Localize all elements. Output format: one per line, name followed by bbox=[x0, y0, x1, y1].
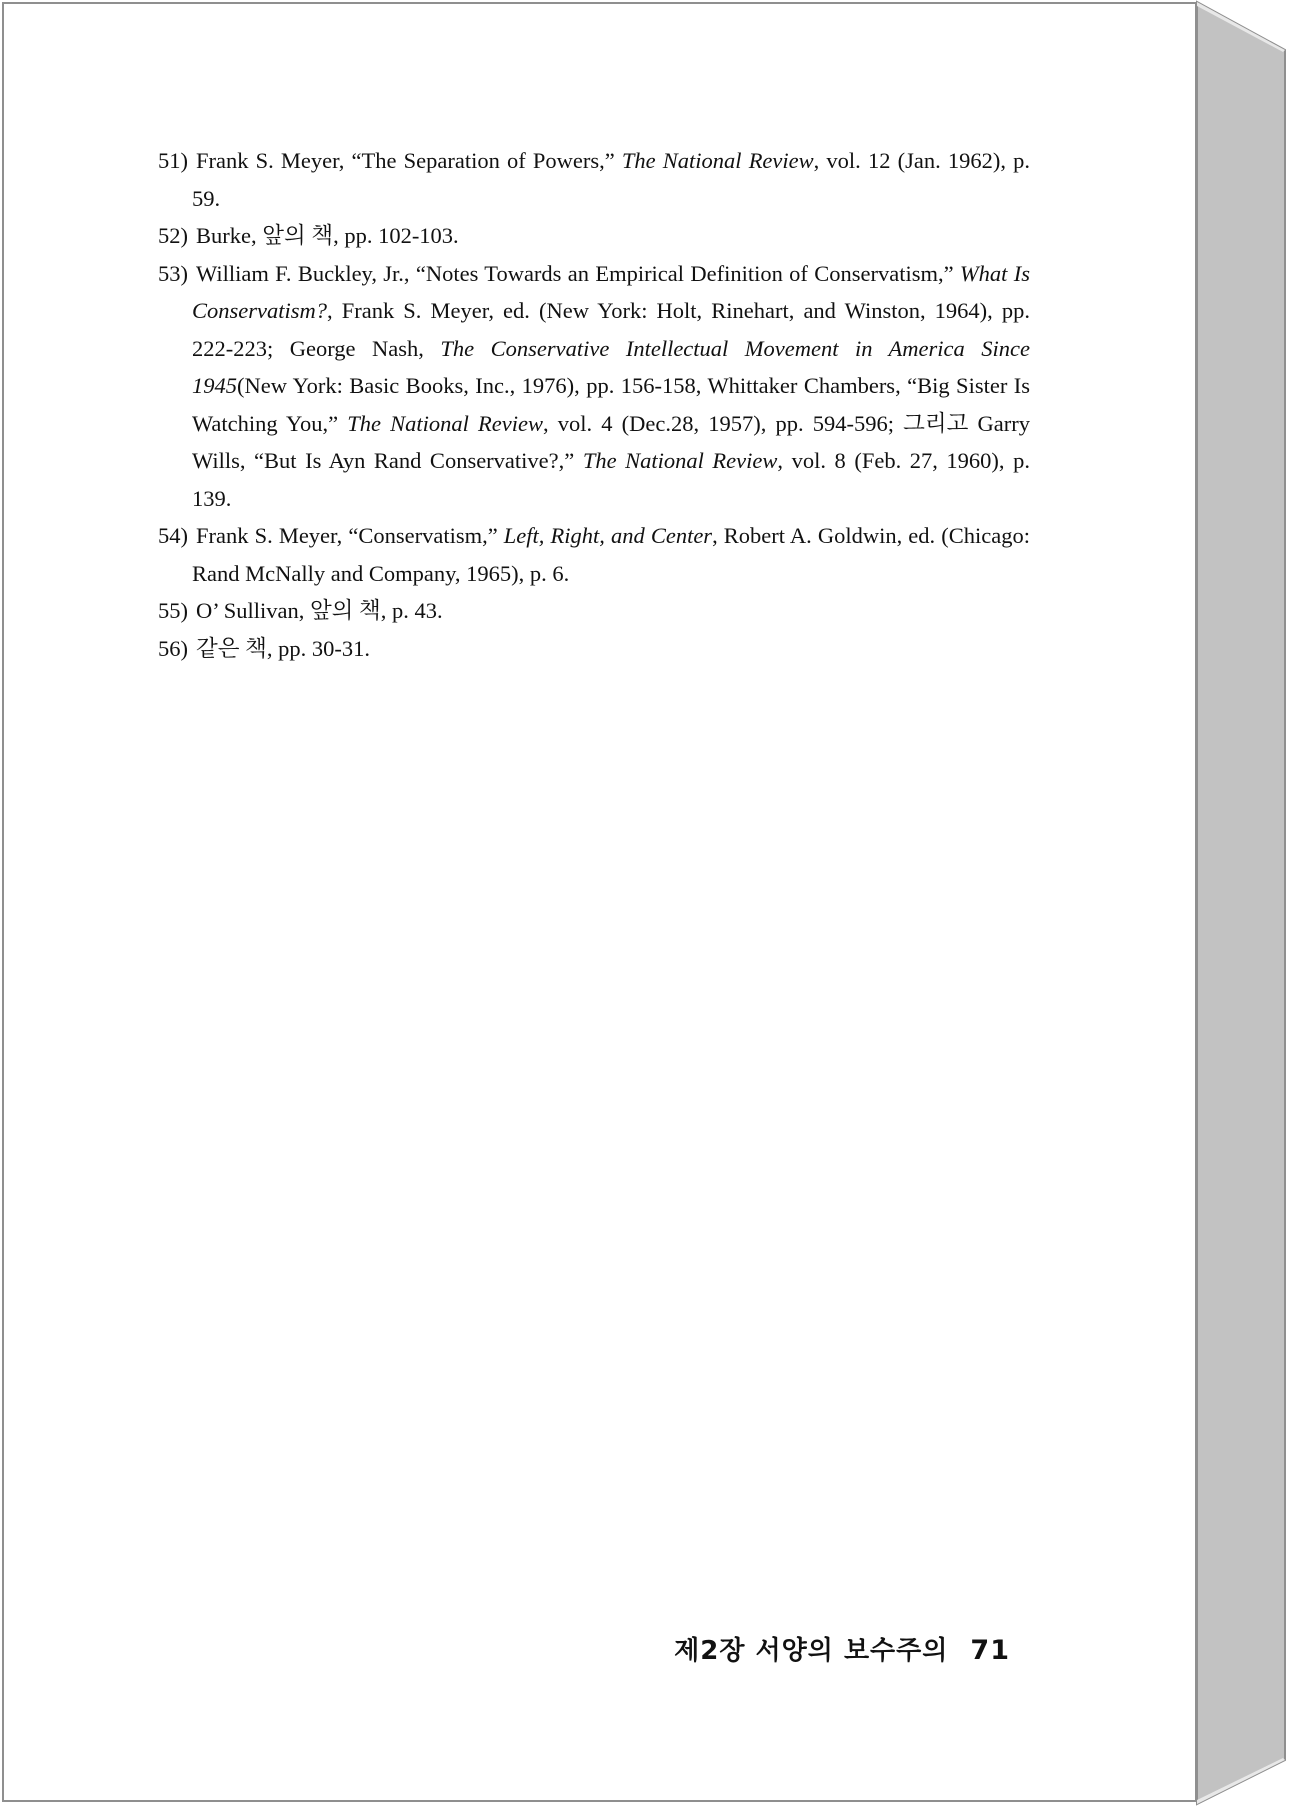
footnote-title: Left, Right, and Center bbox=[503, 523, 713, 548]
running-footer-chapter: 제2장 서양의 보수주의 bbox=[674, 1636, 949, 1666]
footnote bbox=[158, 517, 1030, 592]
footnote-text: Frank S. Meyer, “Conservatism,” bbox=[196, 523, 504, 548]
footnote-title: The National Review bbox=[621, 148, 814, 173]
footnote bbox=[158, 255, 1030, 518]
footnote-title: What Is Conservatism? bbox=[192, 260, 1030, 323]
footnote-number: 53) bbox=[158, 260, 188, 286]
footnote-number: 56) bbox=[158, 635, 188, 661]
footnote-text: O’ Sullivan, 앞의 책, p. 43. bbox=[196, 598, 443, 623]
footnote bbox=[158, 630, 1030, 668]
footnote-text: (New York: Basic Books, Inc., 1976), pp. 156-158, Whittaker Chambers, “Big Sister Is Watching You,” bbox=[192, 373, 1030, 436]
footnote-text: , Frank S. Meyer, ed. (New York: Holt, Rinehart, and Winston, 1964), pp. 222-223; George Nash, bbox=[192, 298, 1030, 361]
footnote bbox=[158, 592, 1030, 630]
footnote-title: The Conservative Intellectual Movement in America Since 1945 bbox=[192, 335, 1030, 398]
page-footer bbox=[600, 1630, 1010, 1667]
footnote bbox=[158, 217, 1030, 255]
footnote-text: 같은 책, pp. 30-31. bbox=[196, 635, 370, 661]
footnote-number: 55) bbox=[158, 598, 188, 623]
footnote-title: The National Review bbox=[582, 448, 778, 473]
page-number: 71 bbox=[970, 1635, 1010, 1666]
footnotes-list bbox=[158, 142, 1030, 667]
footnote-text: Frank S. Meyer, “The Separation of Powers,” bbox=[196, 148, 622, 173]
footnote-number: 51) bbox=[158, 148, 188, 173]
footnote-text: William F. Buckley, Jr., “Notes Towards an Empirical Definition of Conservatism,” bbox=[196, 260, 960, 286]
footnote-text: , vol. 12 (Jan. 1962), p. 59. bbox=[192, 148, 1030, 211]
footnote-number: 54) bbox=[158, 523, 188, 548]
footnote-text: , vol. 8 (Feb. 27, 1960), p. 139. bbox=[192, 448, 1030, 511]
footnote-title: The National Review bbox=[347, 410, 543, 436]
footnote-text: , Robert A. Goldwin, ed. (Chicago: Rand McNally and Company, 1965), p. 6. bbox=[192, 523, 1030, 586]
footnote-number: 52) bbox=[158, 223, 188, 248]
footnote-text: , vol. 4 (Dec.28, 1957), pp. 594-596; 그리고 Garry Wills, “But Is Ayn Rand Conservative?,” bbox=[192, 410, 1030, 473]
footnote-text: Burke, 앞의 책, pp. 102-103. bbox=[196, 223, 459, 248]
footnote bbox=[158, 142, 1030, 217]
